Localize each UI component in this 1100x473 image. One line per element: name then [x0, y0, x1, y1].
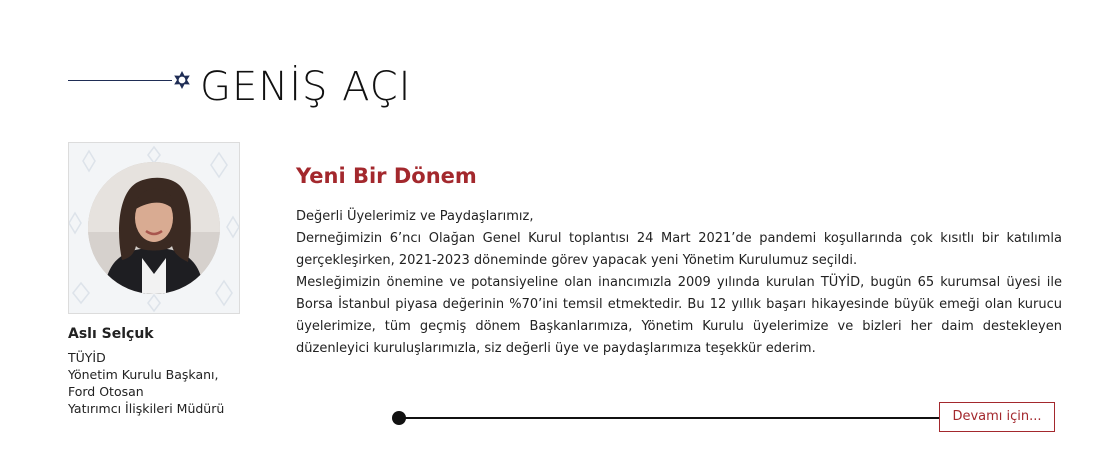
article-greeting: Değerli Üyelerimiz ve Paydaşlarımız,	[296, 209, 534, 224]
footer-divider	[400, 417, 940, 419]
article-body	[296, 206, 1062, 360]
author-photo-card	[68, 142, 240, 314]
star-badge-icon	[172, 70, 192, 90]
avatar	[88, 162, 220, 294]
author-roles	[68, 349, 224, 417]
header-divider	[68, 80, 172, 81]
read-more-button[interactable]: Devamı için...	[939, 402, 1055, 432]
article-paragraph: Derneğimizin 6’ncı Olağan Genel Kurul toplantısı 24 Mart 2021’de pandemi koşullarında çok kısıtlı bir katılımla gerçekleşirken, 2021-2023 döneminde görev yapacak yeni Yönetim Kurulumuz seçildi.	[296, 231, 1062, 268]
author-company: Ford Otosan	[68, 384, 144, 399]
section-title: GENİŞ AÇI	[200, 64, 412, 110]
section-header	[68, 60, 488, 110]
author-job-title: Yatırımcı İlişkileri Müdürü	[68, 401, 225, 416]
article-paragraph: Mesleğimizin önemine ve potansiyeline olan inancımızla 2009 yılında kurulan TÜYİD, bugün 65 kurumsal üyesi ile Borsa İstanbul piyasa değerinin %70’ini temsil etmektedir. Bu 12 yıllık başarı hikayesinde büyük emeği olan kurucu üyelerimize, tüm geçmiş dönem Başkanlarımıza, Yönetim Kurulu üyelerimize ve bizleri her daim destekleyen düzenleyici kuruluşlarımızla, siz değerli üye ve paydaşlarımıza teşekkür ederim.	[296, 275, 1062, 356]
author-organization: TÜYİD	[68, 350, 106, 365]
portrait-image	[88, 162, 220, 294]
author-name: Aslı Selçuk	[68, 326, 154, 342]
article-title: Yeni Bir Dönem	[296, 164, 477, 188]
author-position: Yönetim Kurulu Başkanı,	[68, 367, 219, 382]
